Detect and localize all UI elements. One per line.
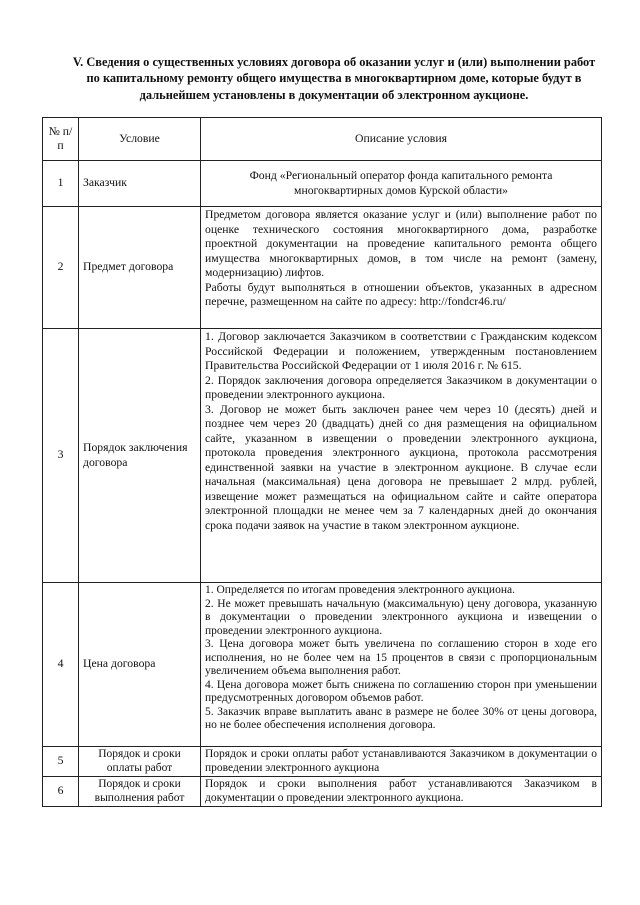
description-paragraph: Работы будут выполняться в отношении объектов, указанных в адресном перечне, размещенном на сайте по адресу: http://fondcr46.ru/ bbox=[205, 280, 597, 308]
description-paragraph: 3. Договор не может быть заключен ранее чем через 10 (десять) дней и позднее чем через 20 (двадцать) дней со дня размещения на официальном сайте, указанном в извещении о проведении электронного аукциона, протокола проведения электронного аукциона, протокола рассмотрения единственной заявки на участие в электронном аукционе. В случае если начальная (максимальная) цена договора не превышает 2 млрд. рублей, извещение может размещаться на официальном сайте и сайте оператора электронной площадки не менее чем за 7 календарных дней до окончания срока подачи заявок на участие в таком электронном аукционе. bbox=[205, 402, 597, 532]
row-condition: Порядок заключения договора bbox=[79, 329, 201, 583]
row-condition: Цена договора bbox=[79, 583, 201, 747]
column-header-description: Описание условия bbox=[201, 118, 602, 161]
row-number: 1 bbox=[43, 161, 79, 207]
description-paragraph: Предметом договора является оказание услуг и (или) выполнение работ по оценке технического состояния многоквартирного дома, разработке проектной документации на проведение капитального ремонта общего имущества многоквартирных домов, в том числе на ремонт (замену, модернизацию) лифтов. bbox=[205, 208, 597, 279]
description-paragraph: 2. Не может превышать начальную (максимальную) цену договора, указанную в документации о проведении электронного аукциона и извещении о проведении электронного аукциона. bbox=[205, 597, 597, 637]
table-row bbox=[43, 777, 602, 807]
row-number: 6 bbox=[43, 777, 79, 807]
column-header-condition: Условие bbox=[79, 118, 201, 161]
description-paragraph: 1. Определяется по итогам проведения электронного аукциона. bbox=[205, 584, 515, 596]
description-paragraph: Фонд «Региональный оператор фонда капитального ремонта многоквартирных домов Курской области» bbox=[249, 169, 553, 197]
row-number: 3 bbox=[43, 329, 79, 583]
table-row bbox=[43, 747, 602, 777]
row-condition: Заказчик bbox=[79, 161, 201, 207]
row-description bbox=[201, 161, 602, 207]
description-paragraph: Порядок и сроки выполнения работ устанавливаются Заказчиком в документации о проведении электронного аукциона. bbox=[205, 778, 597, 804]
table-row bbox=[43, 329, 602, 583]
row-number: 5 bbox=[43, 747, 79, 777]
description-paragraph: 4. Цена договора может быть снижена по соглашению сторон при уменьшении предусмотренных договором объемов работ. bbox=[205, 678, 597, 704]
row-description bbox=[201, 207, 602, 329]
row-description bbox=[201, 329, 602, 583]
description-paragraph: 5. Заказчик вправе выплатить аванс в размере не более 30% от цены договора, но не более обеспечения исполнения договора. bbox=[205, 705, 597, 731]
description-paragraph: 1. Договор заключается Заказчиком в соответствии с Гражданским кодексом Российской Федерации и положением, утвержденным постановлением Правительства Российской Федерации от 1 июля 2016 г. № 615. bbox=[205, 330, 597, 372]
row-condition: Порядок и сроки выполнения работ bbox=[79, 777, 201, 807]
row-number: 4 bbox=[43, 583, 79, 747]
description-paragraph: 2. Порядок заключения договора определяется Заказчиком в документации о проведении электронного аукциона. bbox=[205, 373, 597, 401]
document-heading: V. Сведения о существенных условиях договора об оказании услуг и (или) выполнении работ по капитальному ремонту общего имущества в многоквартирном доме, которые будут в дальнейшем установлены в документации об электронном аукционе. bbox=[72, 55, 596, 102]
table-row bbox=[43, 161, 602, 207]
description-paragraph: Порядок и сроки оплаты работ устанавливаются Заказчиком в документации о проведении электронного аукциона bbox=[205, 748, 597, 774]
row-condition: Предмет договора bbox=[79, 207, 201, 329]
table-header-row bbox=[43, 118, 602, 161]
row-number: 2 bbox=[43, 207, 79, 329]
table-row bbox=[43, 583, 602, 747]
description-paragraph: 3. Цена договора может быть увеличена по соглашению сторон в ходе его исполнения, но не более чем на 15 процентов в связи с пропорциональным увеличением объема выполнения работ. bbox=[205, 638, 597, 677]
table-row bbox=[43, 207, 602, 329]
row-description bbox=[201, 583, 602, 747]
column-header-num: № п/п bbox=[43, 118, 79, 161]
row-condition: Порядок и сроки оплаты работ bbox=[79, 747, 201, 777]
conditions-table bbox=[42, 117, 602, 807]
row-description bbox=[201, 747, 602, 777]
row-description bbox=[201, 777, 602, 807]
